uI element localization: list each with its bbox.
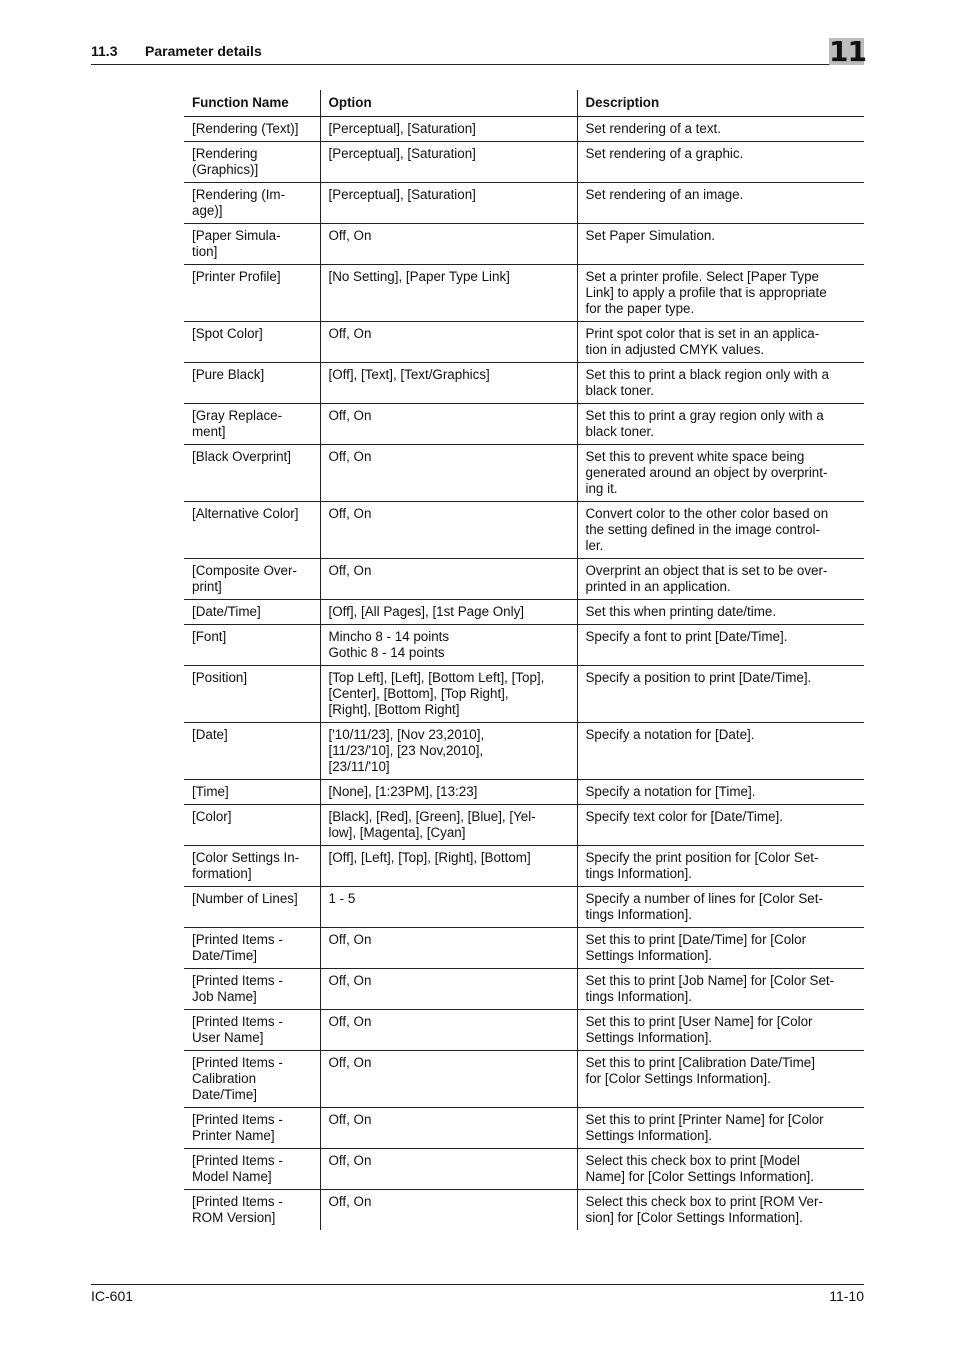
function-name-cell: [Pure Black] bbox=[184, 363, 320, 404]
table-row bbox=[184, 183, 864, 224]
description-cell: Set this to print a gray region only with a black toner. bbox=[577, 404, 864, 445]
chapter-number-badge: 11 bbox=[829, 35, 866, 68]
function-name-cell: [Font] bbox=[184, 625, 320, 666]
option-cell: Off, On bbox=[320, 1149, 577, 1190]
description-cell: Set rendering of a text. bbox=[577, 117, 864, 142]
function-name-cell: [Rendering (Graphics)] bbox=[184, 142, 320, 183]
option-cell: Off, On bbox=[320, 1010, 577, 1051]
table-row bbox=[184, 322, 864, 363]
option-cell: Off, On bbox=[320, 502, 577, 559]
table-row bbox=[184, 600, 864, 625]
table-row bbox=[184, 1149, 864, 1190]
option-cell: Off, On bbox=[320, 322, 577, 363]
description-cell: Set a printer profile. Select [Paper Type Link] to apply a profile that is appropriate for the paper type. bbox=[577, 265, 864, 322]
description-cell: Set Paper Simulation. bbox=[577, 224, 864, 265]
option-cell: Off, On bbox=[320, 445, 577, 502]
function-name-cell: [Black Overprint] bbox=[184, 445, 320, 502]
function-name-cell: [Paper Simula- tion] bbox=[184, 224, 320, 265]
description-cell: Set this to prevent white space being generated around an object by overprint- ing it. bbox=[577, 445, 864, 502]
table-row bbox=[184, 846, 864, 887]
description-cell: Set this when printing date/time. bbox=[577, 600, 864, 625]
function-name-cell: [Gray Replace- ment] bbox=[184, 404, 320, 445]
function-name-cell: [Date] bbox=[184, 723, 320, 780]
description-cell: Overprint an object that is set to be over- printed in an application. bbox=[577, 559, 864, 600]
function-name-cell: [Rendering (Text)] bbox=[184, 117, 320, 142]
table-row bbox=[184, 1010, 864, 1051]
table-row bbox=[184, 363, 864, 404]
option-cell: [None], [1:23PM], [13:23] bbox=[320, 780, 577, 805]
function-name-cell: [Composite Over- print] bbox=[184, 559, 320, 600]
description-cell: Set this to print [User Name] for [Color Settings Information]. bbox=[577, 1010, 864, 1051]
document-model: IC-601 bbox=[91, 1288, 134, 1304]
table-row bbox=[184, 404, 864, 445]
table-row bbox=[184, 502, 864, 559]
description-cell: Print spot color that is set in an applica- tion in adjusted CMYK values. bbox=[577, 322, 864, 363]
column-header-option: Option bbox=[320, 90, 577, 117]
option-cell: [Top Left], [Left], [Bottom Left], [Top], [Center], [Bottom], [Top Right], [Right], [Bottom Right] bbox=[320, 666, 577, 723]
option-cell: Off, On bbox=[320, 559, 577, 600]
function-name-cell: [Alternative Color] bbox=[184, 502, 320, 559]
table-row bbox=[184, 1190, 864, 1231]
table-row bbox=[184, 887, 864, 928]
table-row bbox=[184, 1051, 864, 1108]
table-row bbox=[184, 265, 864, 322]
function-name-cell: [Printer Profile] bbox=[184, 265, 320, 322]
option-cell: [Black], [Red], [Green], [Blue], [Yel- low], [Magenta], [Cyan] bbox=[320, 805, 577, 846]
description-cell: Set this to print a black region only with a black toner. bbox=[577, 363, 864, 404]
table-row bbox=[184, 666, 864, 723]
table-body bbox=[184, 117, 864, 1231]
description-cell: Specify a number of lines for [Color Set- tings Information]. bbox=[577, 887, 864, 928]
function-name-cell: [Number of Lines] bbox=[184, 887, 320, 928]
function-name-cell: [Printed Items - ROM Version] bbox=[192, 1194, 283, 1225]
function-name-cell: [Printed Items - Job Name] bbox=[184, 969, 320, 1010]
function-name-cell: [Printed Items - Date/Time] bbox=[184, 928, 320, 969]
option-cell: Off, On bbox=[320, 404, 577, 445]
description-cell: Specify a notation for [Date]. bbox=[577, 723, 864, 780]
parameter-table bbox=[184, 90, 864, 1230]
function-name-cell: [Printed Items - Calibration Date/Time] bbox=[184, 1051, 320, 1108]
option-cell: Off, On bbox=[320, 1108, 577, 1149]
description-cell: Set this to print [Date/Time] for [Color Settings Information]. bbox=[577, 928, 864, 969]
function-name-cell: [Time] bbox=[184, 780, 320, 805]
option-cell: Off, On bbox=[320, 969, 577, 1010]
option-cell: Off, On bbox=[320, 928, 577, 969]
option-cell: [Off], [All Pages], [1st Page Only] bbox=[320, 600, 577, 625]
option-cell: Off, On bbox=[320, 1051, 577, 1108]
table-row bbox=[184, 780, 864, 805]
table-row bbox=[184, 445, 864, 502]
table-row bbox=[184, 928, 864, 969]
function-name-cell: [Date/Time] bbox=[184, 600, 320, 625]
table-row bbox=[184, 142, 864, 183]
header-rule bbox=[91, 64, 864, 65]
option-cell: [Perceptual], [Saturation] bbox=[320, 183, 577, 224]
description-cell: Set rendering of a graphic. bbox=[577, 142, 864, 183]
description-cell: Specify a notation for [Time]. bbox=[577, 780, 864, 805]
table-row bbox=[184, 224, 864, 265]
option-cell: Off, On bbox=[320, 224, 577, 265]
description-cell: Set this to print [Printer Name] for [Color Settings Information]. bbox=[577, 1108, 864, 1149]
table-header-row bbox=[184, 90, 864, 117]
footer-rule bbox=[91, 1284, 864, 1285]
page-header bbox=[91, 41, 864, 67]
function-name-cell: [Printed Items - Printer Name] bbox=[184, 1108, 320, 1149]
column-header-function-name: Function Name bbox=[184, 90, 320, 117]
table-row bbox=[184, 969, 864, 1010]
description-cell: Specify a position to print [Date/Time]. bbox=[577, 666, 864, 723]
option-cell: 1 - 5 bbox=[320, 887, 577, 928]
function-name-cell: [Position] bbox=[184, 666, 320, 723]
section-title: Parameter details bbox=[145, 43, 262, 59]
option-cell: ['10/11/23], [Nov 23,2010], [11/23/'10], [23 Nov,2010], [23/11/'10] bbox=[320, 723, 577, 780]
option-cell: Off, On bbox=[320, 1190, 577, 1231]
page-number: 11-10 bbox=[829, 1288, 864, 1304]
description-cell: Set this to print [Calibration Date/Time] for [Color Settings Information]. bbox=[577, 1051, 864, 1108]
description-cell: Specify a font to print [Date/Time]. bbox=[577, 625, 864, 666]
option-cell: Mincho 8 - 14 points Gothic 8 - 14 points bbox=[320, 625, 577, 666]
option-cell: [Perceptual], [Saturation] bbox=[320, 117, 577, 142]
function-name-cell: [Rendering (Im- age)] bbox=[184, 183, 320, 224]
function-name-cell: [Printed Items - Model Name] bbox=[184, 1149, 320, 1190]
table-row bbox=[184, 723, 864, 780]
function-name-cell: [Spot Color] bbox=[184, 322, 320, 363]
description-cell: Convert color to the other color based on the setting defined in the image control- ler. bbox=[577, 502, 864, 559]
option-cell: [Perceptual], [Saturation] bbox=[320, 142, 577, 183]
function-name-cell: [Color] bbox=[184, 805, 320, 846]
table-row bbox=[184, 559, 864, 600]
description-cell: Specify the print position for [Color Set- tings Information]. bbox=[577, 846, 864, 887]
description-cell: Set this to print [Job Name] for [Color Set- tings Information]. bbox=[577, 969, 864, 1010]
description-cell: Select this check box to print [ROM Ver- sion] for [Color Settings Information]. bbox=[577, 1190, 864, 1231]
section-number: 11.3 bbox=[91, 43, 118, 59]
function-name-cell: [Color Settings In- formation] bbox=[184, 846, 320, 887]
table-row bbox=[184, 1108, 864, 1149]
description-cell: Specify text color for [Date/Time]. bbox=[577, 805, 864, 846]
table-row bbox=[184, 805, 864, 846]
description-cell: Select this check box to print [Model Name] for [Color Settings Information]. bbox=[577, 1149, 864, 1190]
table-row bbox=[184, 117, 864, 142]
option-cell: [Off], [Left], [Top], [Right], [Bottom] bbox=[320, 846, 577, 887]
option-cell: [No Setting], [Paper Type Link] bbox=[320, 265, 577, 322]
description-cell: Set rendering of an image. bbox=[577, 183, 864, 224]
function-name-cell: [Printed Items - User Name] bbox=[184, 1010, 320, 1051]
option-cell: [Off], [Text], [Text/Graphics] bbox=[320, 363, 577, 404]
table-row bbox=[184, 625, 864, 666]
column-header-description: Description bbox=[577, 90, 864, 117]
